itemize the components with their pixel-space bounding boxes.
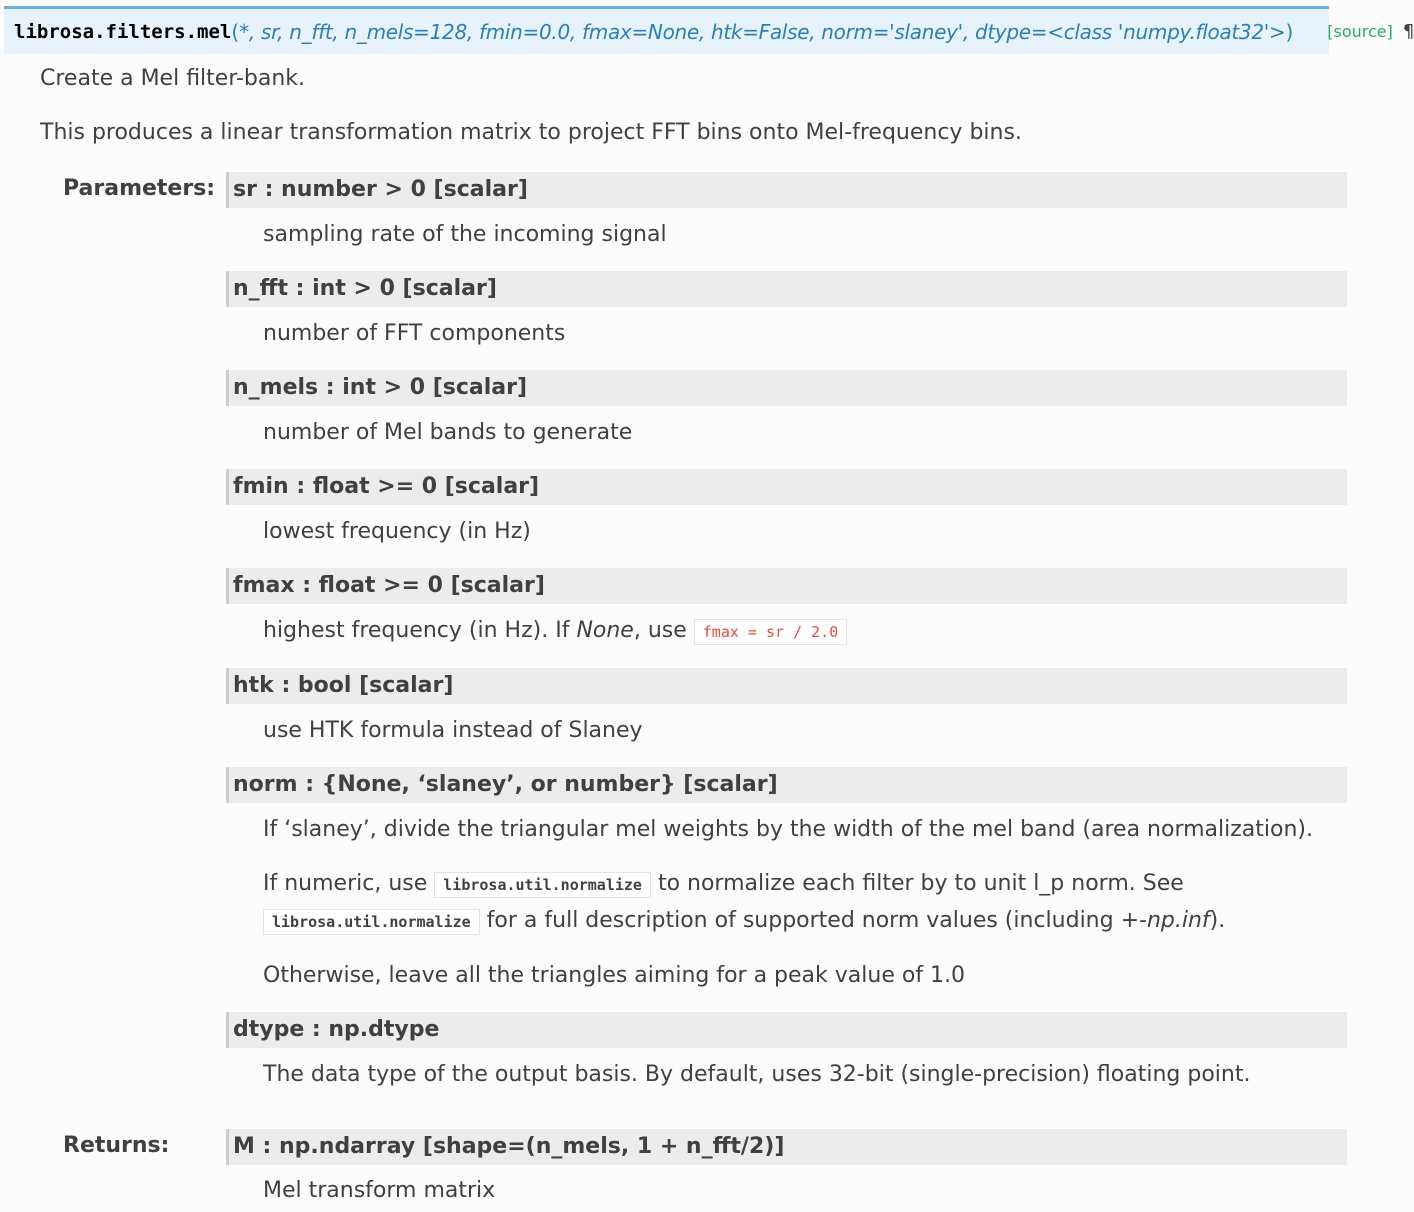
param-head-n-fft: n_fft : int > 0 [scalar] — [226, 271, 1347, 307]
parameters-label: Parameters: — [63, 176, 216, 201]
param-desc-sr: sampling rate of the incoming signal — [263, 222, 667, 247]
summary-text: Create a Mel filter-bank. — [40, 66, 306, 91]
param-head-htk: htk : bool [scalar] — [226, 668, 1347, 704]
fmax-code-literal: fmax = sr / 2.0 — [694, 619, 847, 645]
param-head-fmin: fmin : float >= 0 [scalar] — [226, 469, 1347, 505]
param-head-sr: sr : number > 0 [scalar] — [226, 172, 1347, 208]
function-params: *, sr, n_fft, n_mels=128, fmin=0.0, fmax=None, htk=False, norm='slaney', dtype=<class 'numpy.float32'> — [239, 19, 1286, 44]
param-desc-n-mels: number of Mel bands to generate — [263, 420, 633, 445]
normalize-ref-link-2[interactable]: librosa.util.normalize — [263, 909, 480, 935]
param-desc-n-fft: number of FFT components — [263, 321, 566, 346]
param-head-fmax: fmax : float >= 0 [scalar] — [226, 568, 1347, 604]
close-paren: ) — [1285, 19, 1294, 44]
param-desc-norm-4: Otherwise, leave all the triangles aiming for a peak value of 1.0 — [263, 963, 966, 988]
function-signature — [4, 6, 1414, 54]
permalink-icon[interactable]: ¶ — [1402, 21, 1414, 42]
open-paren: ( — [231, 19, 240, 44]
param-head-n-mels: n_mels : int > 0 [scalar] — [226, 370, 1347, 406]
param-desc-fmin: lowest frequency (in Hz) — [263, 519, 531, 544]
function-name: librosa.filters.mel — [14, 20, 232, 43]
param-desc-dtype: The data type of the output basis. By default, uses 32-bit (single-precision) floating point. — [263, 1062, 1251, 1087]
returns-label: Returns: — [63, 1133, 170, 1158]
param-desc-fmax: highest frequency (in Hz). If None, use fmax = sr / 2.0 — [263, 612, 1333, 651]
description-text: This produces a linear transformation matrix to project FFT bins onto Mel-frequency bins. — [40, 120, 1022, 145]
source-link[interactable]: [source] — [1327, 22, 1393, 41]
param-desc-htk: use HTK formula instead of Slaney — [263, 718, 643, 743]
return-desc-m: Mel transform matrix — [263, 1178, 496, 1203]
return-head-m: M : np.ndarray [shape=(n_mels, 1 + n_fft/2)] — [226, 1129, 1347, 1165]
param-head-dtype: dtype : np.dtype — [226, 1012, 1347, 1048]
normalize-ref-link[interactable]: librosa.util.normalize — [434, 872, 651, 898]
param-desc-norm-1: If ‘slaney’, divide the triangular mel weights by the width of the mel band (area normalization). — [263, 817, 1314, 842]
param-desc-norm-2: If numeric, use librosa.util.normalize to normalize each filter by to unit l_p norm. See — [263, 871, 1184, 896]
param-desc-norm-3: librosa.util.normalize for a full description of supported norm values (including +-np.inf). — [263, 902, 1333, 941]
param-head-norm: norm : {None, ‘slaney’, or number} [scalar] — [226, 767, 1347, 803]
